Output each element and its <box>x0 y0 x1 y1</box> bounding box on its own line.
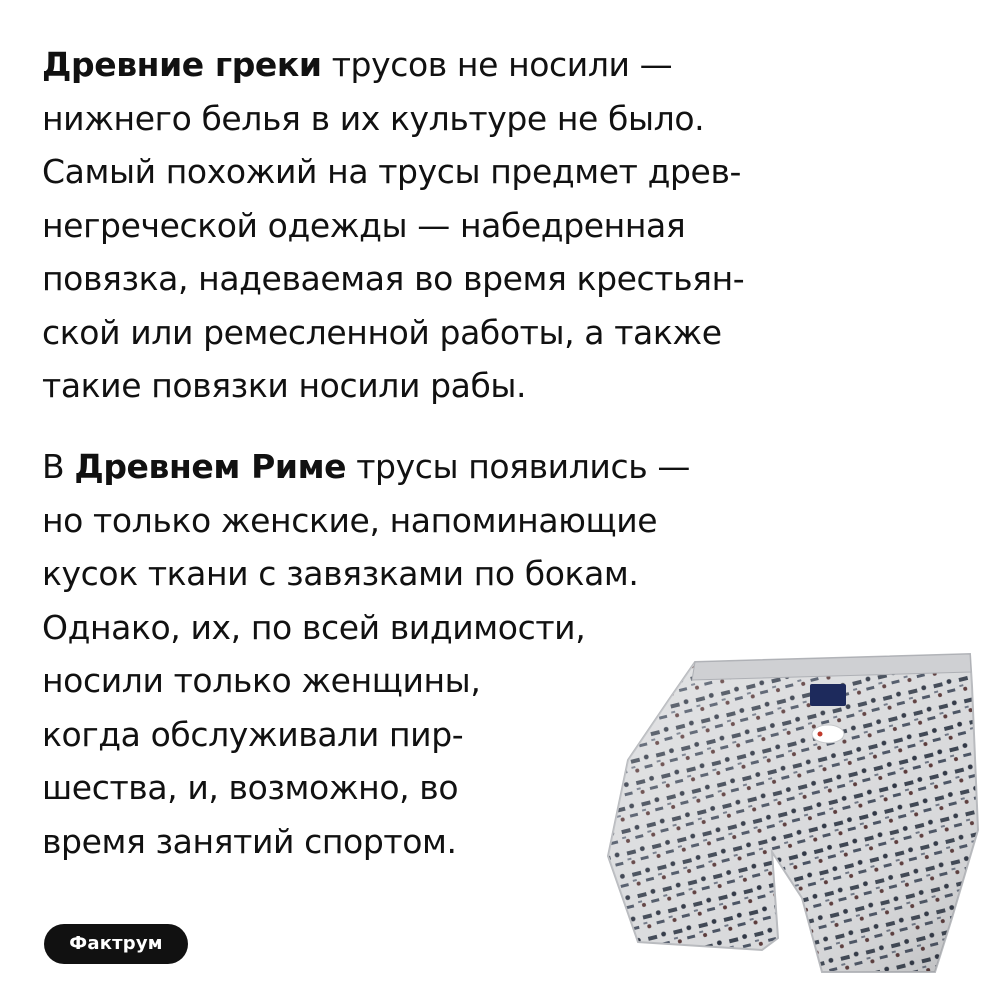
text-line: такие повязки носили рабы. <box>42 366 527 405</box>
text-line: Самый похожий на трусы предмет древ- <box>42 152 741 191</box>
text-line: Однако, их, по всей видимости, <box>42 607 586 647</box>
text-line: но только женские, напоминающие <box>42 500 658 540</box>
tag-sticker <box>812 725 844 743</box>
text-line: носили только женщины, <box>42 661 481 700</box>
text-line: повязка, надеваемая во время крестьян- <box>42 259 745 298</box>
text-line: нижнего белья в их культуре не было. <box>42 98 705 138</box>
boxer-shorts-image <box>600 650 980 980</box>
paragraph-ancient-greece <box>42 38 744 413</box>
text-line: время занятий спортом. <box>42 821 457 861</box>
text-line: негреческой одежды — набедренная <box>42 205 686 245</box>
text-line: шества, и, возможно, во <box>42 768 459 807</box>
text-line: кусок ткани с завязками по бокам. <box>42 554 639 593</box>
text-line: когда обслуживали пир- <box>42 714 464 754</box>
text-line: ской или ремесленной работы, а также <box>42 312 722 352</box>
text-line: В Древнем Риме трусы появились — <box>42 447 690 486</box>
paragraph-ancient-rome <box>42 440 690 868</box>
factrum-logo: Фактрум <box>44 924 188 964</box>
emphasis-ancient-greeks: Древние греки <box>42 45 322 84</box>
text-line: Древние греки трусов не носили — <box>42 45 673 84</box>
emphasis-ancient-rome: Древнем Риме <box>74 447 347 486</box>
brand-label <box>810 684 846 706</box>
